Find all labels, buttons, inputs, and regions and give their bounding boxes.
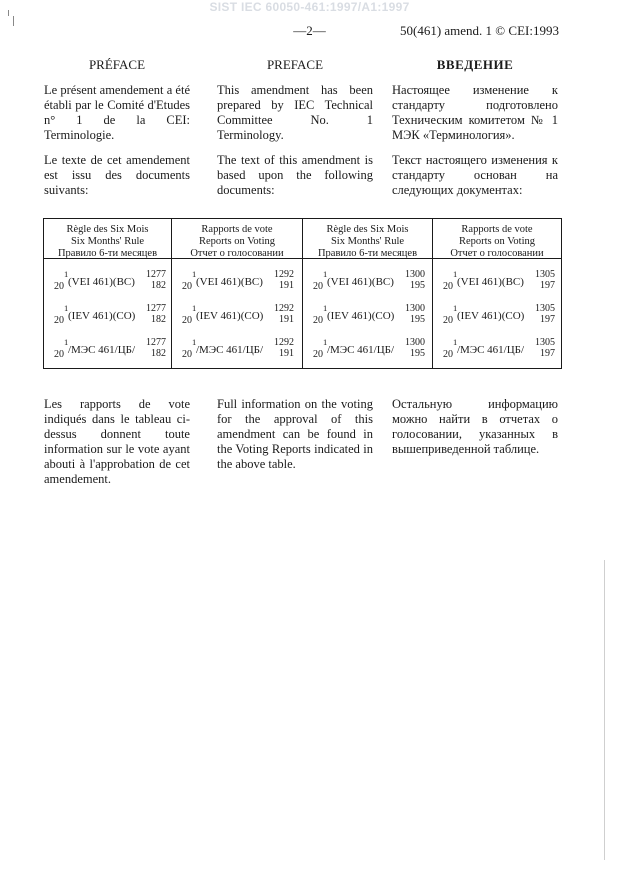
header-line-english: Six Months' Rule [330,236,405,247]
ref-numerator: 1300 [405,303,425,314]
ref-amend: 1 [323,337,328,347]
ref-amend: 1 [192,303,197,313]
document-reference: 50(461) amend. 1 © CEI:1993 [400,23,559,38]
ref-amend: 1 [192,337,197,347]
header-line-russian: Отчет о голосовании [450,248,544,259]
ref-year: 20 [182,281,192,292]
table-column-six-months-1 [44,219,172,368]
ref-body: (VEI 461)(BC) [457,276,524,288]
ref-body: /МЭС 461/ЦБ/ [457,344,525,356]
ref-number [405,337,425,359]
ref-year: 20 [313,281,323,292]
ref-body: /МЭС 461/ЦБ/ [68,344,136,356]
ref-denominator: 197 [540,280,555,291]
ref-number [146,303,166,325]
english-para-2: The text of this amendment is based upon the following documents: [217,153,373,197]
ref-numerator: 1305 [535,269,555,280]
ref-body: (IEV 461)(CO) [327,310,395,322]
ref-numerator: 1305 [535,337,555,348]
ref-numerator: 1300 [405,337,425,348]
ref-amend: 1 [192,269,197,279]
ref-number [274,269,294,291]
ref-number [146,337,166,359]
heading-english: PREFACE [266,57,324,72]
russian-para-3: Остальную информацию можно найти в отчетах о голосовании, указанных в вышеприведенной таблице. [392,397,558,456]
ref-denominator: 195 [410,280,425,291]
ref-amend: 1 [323,269,328,279]
ref-numerator: 1292 [274,303,294,314]
ref-body: (IEV 461)(CO) [68,310,136,322]
scan-artifact [8,10,9,16]
ref-year: 20 [443,315,453,326]
ref-numerator: 1305 [535,303,555,314]
ref-numerator: 1277 [146,337,166,348]
ref-denominator: 195 [410,348,425,359]
ref-denominator: 197 [540,314,555,325]
ref-denominator: 182 [151,280,166,291]
ref-numerator: 1292 [274,337,294,348]
table-column-header [44,219,171,259]
ref-numerator: 1300 [405,269,425,280]
ref-numerator: 1277 [146,303,166,314]
ref-denominator: 191 [279,280,294,291]
ref-year: 20 [313,315,323,326]
ref-year: 20 [443,281,453,292]
ref-denominator: 182 [151,348,166,359]
ref-number [535,303,555,325]
header-line-french: Rapports de vote [461,224,533,235]
header-line-french: Règle des Six Mois [66,224,149,235]
ref-year: 20 [182,315,192,326]
page-number: —2— [293,23,326,38]
ref-number [405,269,425,291]
header-line-english: Reports on Voting [458,236,536,247]
header-line-russian: Правило 6-ти месяцев [317,248,418,259]
russian-para-2: Текст настоящего изменения к стандарту основан на следующих документах: [392,153,558,197]
table-column-voting-reports-2 [433,219,561,368]
ref-numerator: 1292 [274,269,294,280]
header-line-french: Règle des Six Mois [326,224,409,235]
scan-artifact [13,16,14,26]
ref-denominator: 191 [279,348,294,359]
heading-french: PRÉFACE [88,57,146,72]
table-column-header [172,219,302,259]
english-para-3: Full information on the voting for the approval of this amendment can be found in the Voting Reports indicated in the above table. [217,397,373,471]
header-line-french: Rapports de vote [201,224,273,235]
russian-para-1: Настоящее изменение к стандарту подготовлено Техническим комитетом № 1 МЭК «Терминология». [392,83,558,142]
ref-denominator: 195 [410,314,425,325]
ref-body: (IEV 461)(CO) [196,310,264,322]
ref-amend: 1 [453,337,458,347]
ref-number [535,337,555,359]
ref-denominator: 182 [151,314,166,325]
ref-year: 20 [54,281,64,292]
ref-number [405,303,425,325]
ref-denominator: 191 [279,314,294,325]
ref-amend: 1 [64,303,69,313]
ref-year: 20 [313,349,323,360]
table-column-six-months-2 [303,219,433,368]
table-column-header [303,219,432,259]
header-line-english: Reports on Voting [198,236,276,247]
table-column-voting-reports-1 [172,219,303,368]
ref-amend: 1 [453,303,458,313]
ref-number [535,269,555,291]
english-para-1: This amendment has been prepared by IEC Technical Committee No. 1 Terminology. [217,83,373,142]
ref-amend: 1 [64,269,69,279]
header-line-russian: Правило 6-ти месяцев [57,248,158,259]
voting-documents-table [43,218,562,369]
ref-amend: 1 [323,303,328,313]
ref-number [274,337,294,359]
header-line-english: Six Months' Rule [70,236,145,247]
ref-year: 20 [54,349,64,360]
scan-artifact [604,560,605,860]
ref-body: (IEV 461)(CO) [457,310,525,322]
ref-number [274,303,294,325]
header-line-russian: Отчет о голосовании [190,248,284,259]
heading-russian: ВВЕДЕНИЕ [436,57,514,72]
ref-year: 20 [182,349,192,360]
ref-year: 20 [54,315,64,326]
ref-amend: 1 [64,337,69,347]
ref-body: /МЭС 461/ЦБ/ [327,344,395,356]
ref-body: /МЭС 461/ЦБ/ [196,344,264,356]
french-para-1: Le présent amendement a été établi par le Comité d'Etudes n° 1 de la CEI: Terminologie. [44,83,190,142]
ref-numerator: 1277 [146,269,166,280]
ref-body: (VEI 461)(BC) [196,276,263,288]
ref-year: 20 [443,349,453,360]
ref-number [146,269,166,291]
french-para-3: Les rapports de vote indiqués dans le tableau ci-dessus donnent toute information sur le vote ayant abouti à l'approbation de cet amendement. [44,397,190,486]
french-para-2: Le texte de cet amendement est issu des documents suivants: [44,153,190,197]
ref-amend: 1 [453,269,458,279]
ref-denominator: 197 [540,348,555,359]
table-column-header [433,219,561,259]
watermark: SIST IEC 60050-461:1997/A1:1997 [209,0,410,14]
ref-body: (VEI 461)(BC) [327,276,394,288]
ref-body: (VEI 461)(BC) [68,276,135,288]
